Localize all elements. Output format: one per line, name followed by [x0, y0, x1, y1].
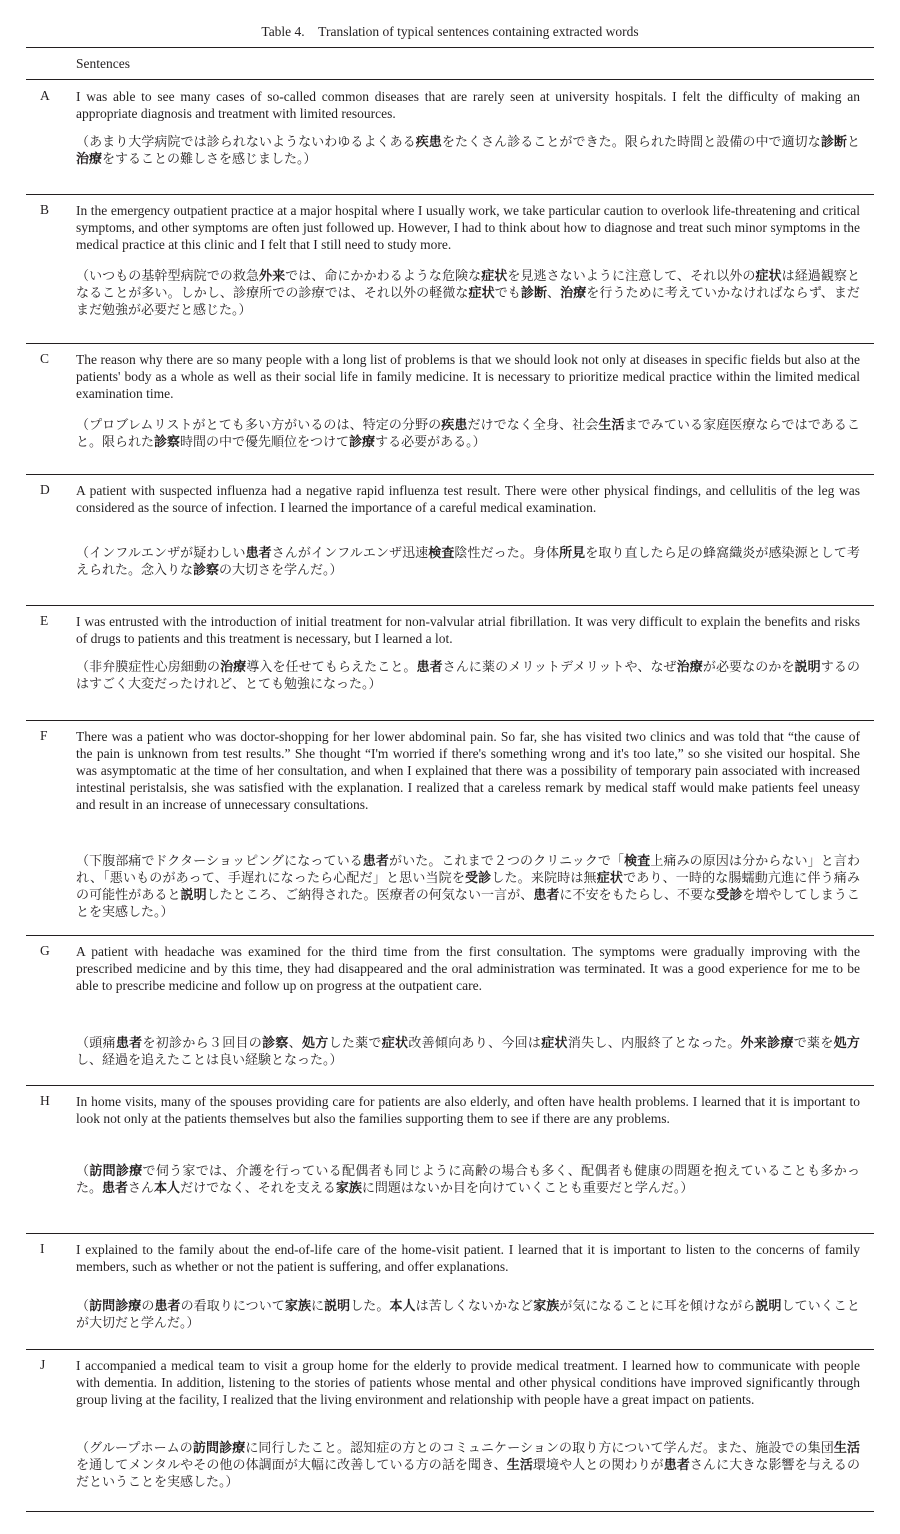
extracted-word: 検査 [624, 854, 651, 869]
japanese-sentence: （インフルエンザが疑わしい患者さんがインフルエンザ迅速検査陰性だった。身体所見を取り直したら足の蜂窩織炎が感染源として考えられた。念入りな診察の大切さを学んだ。） [76, 546, 860, 578]
japanese-sentence: （いつもの基幹型病院での救急外来では、命にかかわるような危険な症状を見逃さないように注意して、それ以外の症状は経過観察となることが多い。しかし、診療所での診療では、それ以外の軽微な症状でも診断、治療を行うために考えていかなければならず、まだまだ勉強が必要だと感じた。） [76, 269, 860, 318]
row-label: C [40, 351, 50, 366]
extracted-word: 疾患 [415, 135, 442, 150]
english-sentence: I explained to the family about the end-of-life care of the home-visit patient. I learned that it is important to listen to the concerns of family members, such as whether or not the patient is suffering, and offer explanations. [76, 1242, 860, 1274]
row-separator [26, 1085, 874, 1086]
top-rule [26, 47, 874, 48]
extracted-word: 治療 [560, 286, 587, 301]
japanese-sentence: （訪問診療の患者の看取りについて家族に説明した。本人は苦しくないかなど家族が気になることに耳を傾けながら説明していくことが大切だと学んだ。） [76, 1299, 860, 1331]
row-label: B [40, 202, 50, 217]
row-separator [26, 935, 874, 936]
row-label: H [40, 1093, 50, 1108]
extracted-word: 診療 [349, 435, 376, 450]
english-sentence: A patient with suspected influenza had a negative rapid influenza test result. There were other physical findings, and cellulitis of the leg was considered as the source of infection. I learned the importance of a careful medical examination. [76, 483, 860, 515]
row-separator [26, 343, 874, 344]
extracted-word: 患者 [362, 854, 389, 869]
english-sentence: I was able to see many cases of so-called common diseases that are rarely seen at university hospitals. I felt the difficulty of making an appropriate diagnosis and treatment with limited resources. [76, 89, 860, 121]
extracted-word: 症状 [596, 871, 624, 886]
extracted-word: 症状 [755, 269, 782, 284]
extracted-word: 本人 [154, 1181, 181, 1196]
extracted-word: 治療 [76, 152, 103, 167]
extracted-word: 受診 [716, 888, 743, 903]
extracted-word: 治療 [220, 660, 247, 675]
extracted-word: 訪問診療 [89, 1299, 142, 1314]
extracted-word: 患者 [115, 1036, 143, 1051]
row-separator [26, 1233, 874, 1234]
row-label: A [40, 88, 50, 103]
extracted-word: 診断 [820, 135, 847, 150]
japanese-sentence: （訪問診療で伺う家では、介護を行っている配偶者も同じように高齢の場合も多く、配偶者も健康の問題を抱えていることも多かった。患者さん本人だけでなく、それを支える家族に問題はないか目を向けていくことも重要だと学んだ。） [76, 1164, 860, 1196]
extracted-word: 受診 [465, 871, 492, 886]
japanese-sentence: （グループホームの訪問診療に同行したこと。認知症の方とのコミュニケーションの取り方について学んだ。また、施設での集団生活を通してメンタルやその他の体調面が大幅に改善している方の話を聞き、生活環境や人との関わりが患者さんに大きな影響を与えるのだということを実感した。） [76, 1441, 860, 1490]
extracted-word: 説明 [755, 1299, 782, 1314]
extracted-word: 診断 [520, 286, 548, 301]
japanese-sentence: （非弁膜症性心房細動の治療導入を任せてもらえたこと。患者さんに薬のメリットデメリットや、なぜ治療が必要なのかを説明するのはすごく大変だったけれど、とても勉強になった。） [76, 660, 860, 692]
extracted-word: 生活 [833, 1441, 860, 1456]
english-sentence: I accompanied a medical team to visit a group home for the elderly to provide medical treatment. I learned how to communicate with people with dementia. In addition, listening to the stories of patients whose mental and other physical conditions have improved significantly through group living at the facility, I realized that the living environment and relationship with people have a great impact on patients. [76, 1358, 860, 1407]
extracted-word: 治療 [676, 660, 703, 675]
row-label: D [40, 482, 50, 497]
japanese-sentence: （頭痛患者を初診から３回目の診察、処方した薬で症状改善傾向あり、今回は症状消失し、内服終了となった。外来診療で薬を処方し、経過を追えたことは良い経験となった。） [76, 1036, 860, 1068]
row-label: E [40, 613, 49, 628]
row-separator [26, 194, 874, 195]
extracted-word: 本人 [389, 1299, 416, 1314]
extracted-word: 診察 [154, 435, 181, 450]
table-caption: Table 4. Translation of typical sentences containing extracted words [261, 24, 639, 39]
extracted-word: 患者 [102, 1181, 129, 1196]
extracted-word: 説明 [794, 660, 821, 675]
extracted-word: 患者 [154, 1299, 181, 1314]
english-sentence: I was entrusted with the introduction of initial treatment for non-valvular atrial fibrillation. It was very difficult to explain the benefits and risks of drugs to patients and this treatment is necessary, but I learned a lot. [76, 614, 860, 646]
row-separator [26, 474, 874, 475]
extracted-word: 生活 [598, 418, 625, 433]
english-sentence: In the emergency outpatient practice at a major hospital where I usually work, we take particular caution to overlook life-threatening and critical symptoms, and other symptoms are often just followed up. However, I had to think about how to diagnose and treat such minor symptoms in the medical practice at this clinic and I felt that I still need to study more. [76, 203, 860, 252]
row-label: I [40, 1241, 45, 1256]
english-sentence: There was a patient who was doctor-shopping for her lower abdominal pain. So far, she has visited two clinics and was told that “the cause of the pain is unknown from test results.” She thought “I'm worried if there's something wrong and it's too late,” so she visited our hospital. She was asymptomatic at the time of her consultation, and when I explained that there was a possibility of temporary pain associated with increased intestinal peristalsis, she was satisfied with the explanation. I realized that a careless remark by medical staff would make patients feel uneasy and result in an increase of unnecessary consultations. [76, 729, 860, 812]
extracted-word: 患者 [416, 660, 443, 675]
extracted-word: 症状 [481, 269, 508, 284]
extracted-word: 説明 [180, 888, 207, 903]
extracted-word: 症状 [381, 1036, 409, 1051]
column-header: Sentences [76, 56, 130, 71]
extracted-word: 症状 [468, 286, 495, 301]
english-sentence: The reason why there are so many people with a long list of problems is that we should look not only at diseases in specific fields but also at the patients' body as a whole as well as their social life in family medicine. It is necessary to prioritize medical practice within the limited medical examination time. [76, 352, 860, 401]
extracted-word: 訪問診療 [89, 1164, 143, 1179]
row-label: J [40, 1357, 46, 1372]
row-separator [26, 720, 874, 721]
extracted-word: 家族 [335, 1181, 362, 1196]
extracted-word: 生活 [506, 1458, 533, 1473]
extracted-word: 患者 [533, 888, 560, 903]
row-separator [26, 605, 874, 606]
japanese-sentence: （プロブレムリストがとても多い方がいるのは、特定の分野の疾患だけでなく全身、社会生活までみている家庭医療ならではであること。限られた診察時間の中で優先順位をつけて診療する必要がある。） [76, 418, 860, 450]
extracted-word: 患者 [663, 1458, 690, 1473]
extracted-word: 検査 [428, 546, 455, 561]
english-sentence: In home visits, many of the spouses providing care for patients are also elderly, and often have health problems. I learned that it is important to look not only at the patients themselves but also the families supporting them to see if there are any problems. [76, 1094, 860, 1126]
extracted-word: 症状 [541, 1036, 568, 1051]
english-sentence: A patient with headache was examined for the third time from the first consultation. The symptoms were gradually improving with the prescribed medicine and by this time, they had disappeared and the oral administration was terminated. It was a good experience for me to be able to prescribe medicine and follow up on progress at the outpatient care. [76, 944, 860, 993]
row-label: G [40, 943, 50, 958]
extracted-word: 訪問診療 [192, 1441, 246, 1456]
extracted-word: 処方 [301, 1036, 329, 1051]
japanese-sentence: （あまり大学病院では診られないようないわゆるよくある疾患をたくさん診ることができた。限られた時間と設備の中で適切な診断と治療をすることの難しさを感じました。） [76, 135, 860, 167]
row-separator [26, 1349, 874, 1350]
extracted-word: 家族 [284, 1299, 312, 1314]
extracted-word: 所見 [559, 546, 586, 561]
row-separator [26, 1511, 874, 1512]
extracted-word: 外来診療 [740, 1036, 794, 1051]
extracted-word: 家族 [533, 1299, 560, 1314]
header-rule [26, 79, 874, 80]
extracted-word: 診察 [193, 563, 220, 578]
extracted-word: 処方 [833, 1036, 860, 1051]
extracted-word: 診察 [262, 1036, 289, 1051]
extracted-word: 患者 [245, 546, 272, 561]
japanese-sentence: （下腹部痛でドクターショッピングになっている患者がいた。これまで２つのクリニックで「検査上痛みの原因は分からない」と言われ、「悪いものがあって、手遅れになったら心配だ」と思い当院を受診した。来院時は無症状であり、一時的な腸蠕動亢進に伴う痛みの可能性があると説明したところ、ご納得された。医療者の何気ない一言が、患者に不安をもたらし、不要な受診を増やしてしまうことを実感した。） [76, 854, 860, 920]
extracted-word: 説明 [324, 1299, 351, 1314]
row-label: F [40, 728, 48, 743]
extracted-word: 疾患 [441, 418, 468, 433]
extracted-word: 外来 [259, 269, 286, 284]
